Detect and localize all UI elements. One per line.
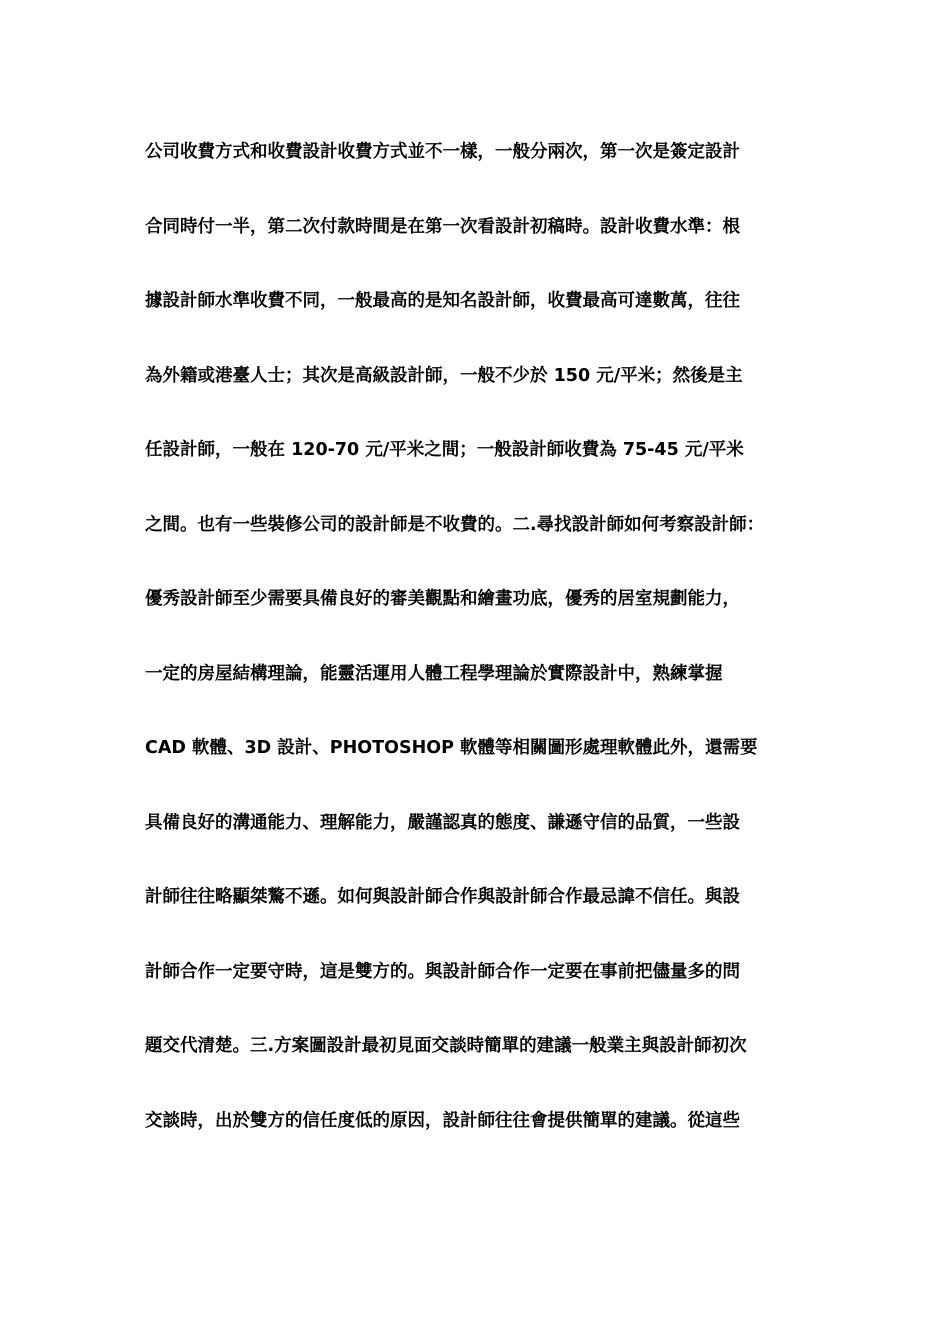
text-line: 公司收費方式和收費設計收費方式並不一樣，一般分兩次，第一次是簽定設計 [145, 142, 740, 162]
text-line: 之間。也有一些裝修公司的設計師是不收費的。二.尋找設計師如何考察設計師： [145, 514, 765, 535]
text-line: 任設計師，一般在 120-70 元/平米之間；一般設計師收費為 75-45 元/平米 [145, 440, 744, 460]
text-line: 計師往往略顯桀驁不遜。如何與設計師合作與設計師合作最忌諱不信任。與設 [145, 887, 740, 907]
text-line: 合同時付一半，第二次付款時間是在第一次看設計初稿時。設計收費水準：根 [145, 216, 740, 237]
text-line: 一定的房屋結構理論，能靈活運用人體工程學理論於實際設計中，熟練掌握 [145, 663, 723, 684]
text-line: 據設計師水準收費不同，一般最高的是知名設計師，收費最高可達數萬，往往 [145, 291, 740, 311]
text-line: CAD 軟體、3D 設計、PHOTOSHOP 軟體等相關圖形處理軟體此外，還需要 [145, 738, 758, 758]
body-text [145, 130, 825, 1173]
text-line: 計師合作一定要守時，這是雙方的。與設計師合作一定要在事前把儘量多的問 [145, 961, 740, 982]
text-line: 優秀設計師至少需要具備良好的審美觀點和繪畫功底，優秀的居室規劃能力， [145, 589, 740, 609]
text-line: 題交代清楚。三.方案圖設計最初見面交談時簡單的建議一般業主與設計師初次 [145, 1036, 747, 1056]
text-line: 交談時，出於雙方的信任度低的原因，設計師往往會提供簡單的建議。從這些 [145, 1110, 740, 1131]
text-line: 為外籍或港臺人士；其次是高級設計師，一般不少於 150 元/平米；然後是主 [145, 365, 743, 386]
text-line: 具備良好的溝通能力、理解能力，嚴謹認真的態度、謙遜守信的品質，一些設 [145, 812, 740, 833]
